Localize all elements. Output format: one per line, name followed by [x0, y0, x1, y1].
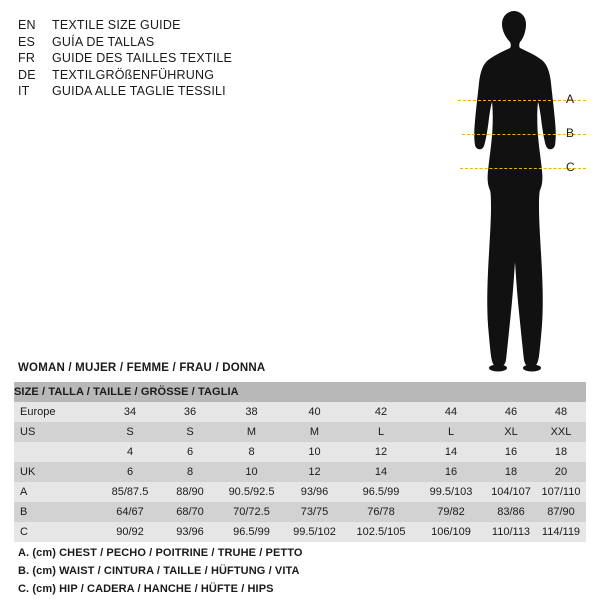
cell: 99.5/103 [416, 482, 486, 502]
table-row [14, 422, 586, 442]
language-row-it [18, 83, 308, 100]
silhouette-icon [440, 10, 590, 375]
cell: 16 [416, 462, 486, 482]
table-row [14, 502, 586, 522]
table-row [14, 462, 586, 482]
size-table [14, 382, 586, 542]
cell: 8 [160, 462, 220, 482]
cell: 90.5/92.5 [220, 482, 283, 502]
cell: 107/110 [536, 482, 586, 502]
cell: 83/86 [486, 502, 536, 522]
measurement-notes [18, 544, 303, 598]
cell: 85/87.5 [100, 482, 160, 502]
cell: L [346, 422, 416, 442]
note-a: A. (cm) CHEST / PECHO / POITRINE / TRUHE / PETTO [18, 547, 303, 559]
table-row [14, 482, 586, 502]
language-title-es: GUÍA DE TALLAS [52, 34, 155, 49]
cell: 42 [346, 402, 416, 422]
table-header-label: SIZE / TALLA / TAILLE / GRÖSSE / TAGLIA [14, 382, 586, 402]
language-row-de [18, 67, 308, 84]
cell: 79/82 [416, 502, 486, 522]
cell: 64/67 [100, 502, 160, 522]
cell: 36 [160, 402, 220, 422]
cell: 34 [100, 402, 160, 422]
cell: 93/96 [160, 522, 220, 542]
cell: XXL [536, 422, 586, 442]
row-label-uk: UK [14, 462, 100, 482]
cell: 70/72.5 [220, 502, 283, 522]
note-b: B. (cm) WAIST / CINTURA / TAILLE / HÜFTUNG / VITA [18, 565, 300, 577]
row-label-c: C [14, 522, 100, 542]
measurement-label-c: C [566, 160, 575, 174]
row-label-b: B [14, 502, 100, 522]
language-title-fr: GUIDE DES TAILLES TEXTILE [52, 51, 233, 65]
language-titles [18, 17, 308, 100]
cell: 76/78 [346, 502, 416, 522]
language-title-de: TEXTILGRÖßENFÜHRUNG [52, 67, 215, 82]
cell: 96.5/99 [220, 522, 283, 542]
measurement-label-a: A [566, 92, 575, 106]
language-title-it: GUIDA ALLE TAGLIE TESSILI [52, 84, 226, 98]
size-table-wrapper [14, 382, 586, 542]
table-row [14, 442, 586, 462]
note-c: C. (cm) HIP / CADERA / HANCHE / HÜFTE / HIPS [18, 583, 274, 595]
cell: 18 [536, 442, 586, 462]
cell: XL [486, 422, 536, 442]
section-title: WOMAN / MUJER / FEMME / FRAU / DONNA [18, 362, 266, 374]
cell: 4 [100, 442, 160, 462]
cell: 102.5/105 [346, 522, 416, 542]
cell: 10 [283, 442, 346, 462]
cell: 12 [283, 462, 346, 482]
cell: 46 [486, 402, 536, 422]
cell: M [220, 422, 283, 442]
cell: 14 [416, 442, 486, 462]
language-title-en: TEXTILE SIZE GUIDE [52, 18, 181, 32]
cell: 114/119 [536, 522, 586, 542]
cell: 110/113 [486, 522, 536, 542]
table-row [14, 402, 586, 422]
cell: 14 [346, 462, 416, 482]
row-label-us-numeric [14, 442, 100, 462]
cell: 6 [100, 462, 160, 482]
cell: 8 [220, 442, 283, 462]
cell: 16 [486, 442, 536, 462]
cell: 12 [346, 442, 416, 462]
cell: 20 [536, 462, 586, 482]
language-code-de: DE [18, 67, 36, 82]
table-row [14, 522, 586, 542]
cell: 44 [416, 402, 486, 422]
cell: S [100, 422, 160, 442]
cell: 96.5/99 [346, 482, 416, 502]
row-label-a: A [14, 482, 100, 502]
cell: 18 [486, 462, 536, 482]
language-row-fr [18, 50, 308, 67]
cell: L [416, 422, 486, 442]
row-label-us: US [14, 422, 100, 442]
language-code-it: IT [18, 84, 30, 98]
cell: 90/92 [100, 522, 160, 542]
cell: 48 [536, 402, 586, 422]
language-code-fr: FR [18, 51, 36, 65]
cell: S [160, 422, 220, 442]
cell: 87/90 [536, 502, 586, 522]
language-row-en [18, 17, 308, 34]
cell: 10 [220, 462, 283, 482]
cell: 88/90 [160, 482, 220, 502]
table-header-row [14, 382, 586, 402]
measurement-label-b: B [566, 126, 575, 140]
cell: 73/75 [283, 502, 346, 522]
cell: 93/96 [283, 482, 346, 502]
row-label-europe: Europe [14, 402, 100, 422]
cell: 38 [220, 402, 283, 422]
language-code-es: ES [18, 34, 36, 49]
cell: 104/107 [486, 482, 536, 502]
language-code-en: EN [18, 18, 36, 32]
cell: M [283, 422, 346, 442]
cell: 99.5/102 [283, 522, 346, 542]
cell: 68/70 [160, 502, 220, 522]
cell: 40 [283, 402, 346, 422]
female-silhouette-figure [440, 10, 590, 375]
cell: 6 [160, 442, 220, 462]
cell: 106/109 [416, 522, 486, 542]
language-row-es [18, 34, 308, 51]
